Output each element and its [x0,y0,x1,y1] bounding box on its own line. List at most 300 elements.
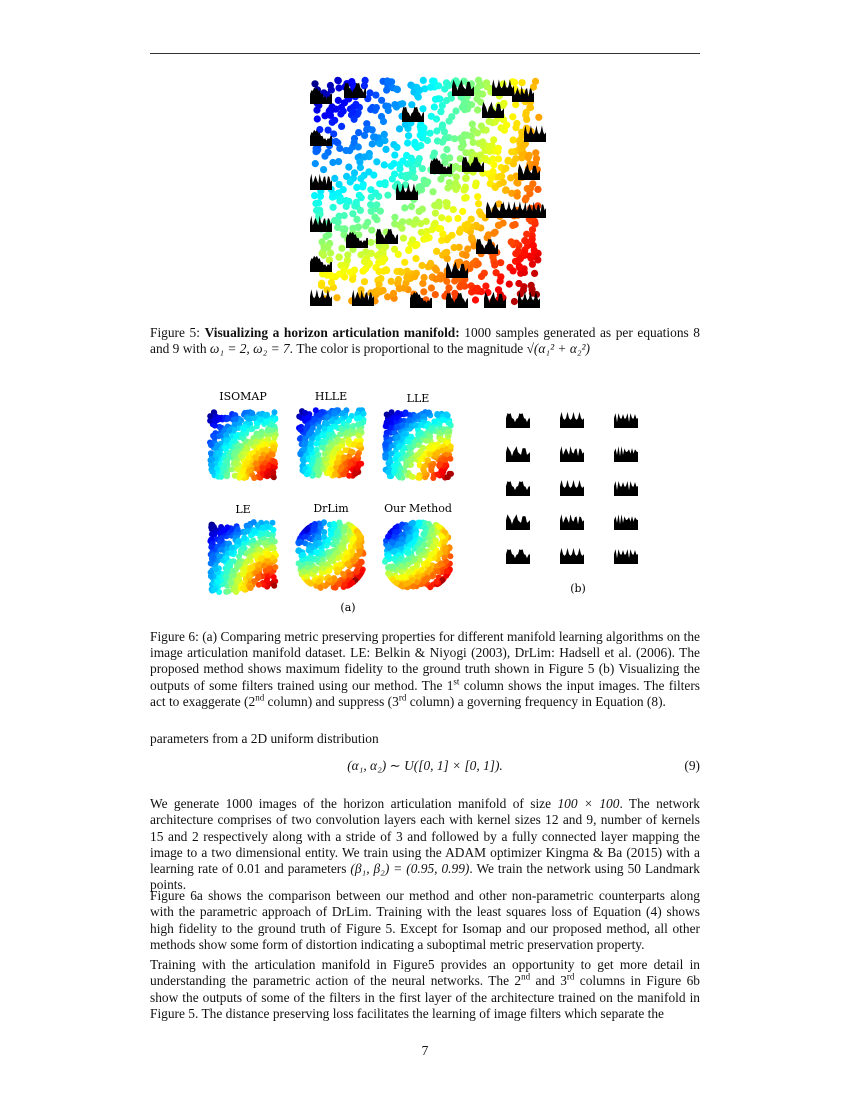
embedding-point [404,550,410,556]
scatter-point [443,278,450,285]
embedding-point [356,433,362,439]
embedding-point [434,412,440,418]
scatter-point [451,135,458,142]
scatter-point [437,176,444,183]
embedding-point [349,549,355,555]
scatter-point [478,211,485,218]
math: 100 × 100 [557,796,620,811]
embedding-panel [295,519,366,591]
scatter-point [534,186,541,193]
scatter-point [421,274,428,281]
embedding-point [392,456,398,462]
embedding-point [334,539,340,545]
scatter-point [412,255,419,262]
scatter-point [338,123,345,130]
superscript: nd [255,692,265,703]
embedding-point [208,442,214,448]
embedding-point [334,529,340,535]
embedding-point [361,411,367,417]
scatter-point [388,163,395,170]
embedding-point [443,545,449,551]
horizon-image [560,548,584,564]
embedding-point [418,422,424,428]
embedding-point [313,541,319,547]
embedding-point [408,434,414,440]
embedding-point [258,555,264,561]
page-number: 7 [421,1043,429,1058]
panel-title: LLE [406,392,430,405]
embedding-point [413,422,419,428]
scatter-point [463,252,470,259]
embedding-point [408,541,414,547]
scatter-point [361,278,368,285]
embedding-point [391,556,397,562]
scatter-point [337,197,344,204]
scatter-point [391,101,398,108]
embedding-point [262,540,268,546]
scatter-point [474,285,481,292]
scatter-point [491,262,498,269]
embedding-point [385,570,391,576]
scatter-point [328,103,335,110]
embedding-point [297,562,303,568]
scatter-point [313,207,320,214]
scatter-point [509,113,516,120]
scatter-point [401,259,408,266]
embedding-point [314,549,320,555]
horizon-image [502,201,524,218]
embedding-point [355,453,361,459]
scatter-point [512,250,519,257]
embedding-point [341,471,347,477]
embedding-point [334,567,340,573]
embedding-point [334,460,340,466]
scatter-point [323,286,330,293]
embedding-point [260,525,266,531]
scatter-point [384,293,391,300]
embedding-point [328,531,334,537]
scatter-point [369,140,376,147]
scatter-point [464,221,471,228]
embedding-point [351,558,357,564]
embedding-point [359,559,365,565]
embedding-point [269,422,275,428]
horizon-image [614,446,638,462]
text: Training with the articulation manifold in Figure5 provides an opportunity to get more detail in understanding the parametric action of the neural networks. The 2 [150,957,700,989]
embedding-point [439,533,445,539]
embedding-point [394,424,400,430]
scatter-point [523,231,530,238]
embedding-point [414,563,420,569]
embedding-point [212,418,218,424]
scatter-point [417,142,424,149]
embedding-point [417,557,423,563]
embedding-point [398,556,404,562]
embedding-point [341,528,347,534]
embedding-point [215,450,221,456]
scatter-point [353,199,360,206]
embedding-point [339,464,345,470]
caption-math: √(α₁² + α₂²) [526,341,590,357]
embedding-point [446,420,452,426]
scatter-point [419,105,426,112]
embedding-point [302,410,308,416]
embedding-point [249,410,255,416]
scatter-point [430,153,437,160]
scatter-point [385,107,392,114]
scatter-point [327,82,334,89]
scatter-point [325,231,332,238]
embedding-point [385,564,391,570]
scatter-point [478,122,485,129]
embedding-point [383,423,389,429]
embedding-point [259,531,265,537]
embedding-point [209,531,215,537]
scatter-point [469,121,476,128]
embedding-point [270,527,276,533]
embedding-point [409,474,415,480]
embedding-point [382,442,388,448]
scatter-point [396,125,403,132]
scatter-point [420,77,427,84]
scatter-point [420,236,427,243]
scatter-point [433,115,440,122]
embedding-point [392,468,398,474]
scatter-point [382,146,389,153]
embedding-point [337,561,343,567]
embedding-point [241,535,247,541]
scatter-point [419,165,426,172]
figure6a-embeddings [200,385,480,615]
embedding-point [208,450,214,456]
embedding-point [427,584,433,590]
embedding-point [251,475,257,481]
scatter-point [398,225,405,232]
caption-label: Figure 5: [150,325,200,340]
embedding-point [395,435,401,441]
scatter-point [437,225,444,232]
embedding-point [233,461,239,467]
embedding-point [234,563,240,569]
panel-title: Our Method [384,502,452,515]
embedding-point [315,579,321,585]
scatter-point [497,278,504,285]
scatter-point [384,192,391,199]
scatter-point [432,291,439,298]
embedding-point [249,564,255,570]
embedding-point [314,441,320,447]
embedding-point [239,431,245,437]
embedding-point [390,540,396,546]
embedding-point [406,569,412,575]
scatter-point [396,161,403,168]
embedding-point [438,469,444,475]
scatter-point [345,198,352,205]
scatter-point [448,113,455,120]
scatter-point [347,178,354,185]
text: . The network architecture comprises of two convolution layers each with kernel sizes 12 and 9, number of kernels 15 and 2 respectively along with a stride of 3 and followed by a fully connected layer mapping the image to a two dimensional entity. We train using the ADAM optimizer Kingma & Ba (2015) with a learning rate of 0.01 and parameters [150,796,700,877]
scatter-point [420,288,427,295]
scatter-point [494,148,501,155]
embedding-point [229,545,235,551]
embedding-point [345,438,351,444]
embedding-point [259,456,265,462]
scatter-point [378,97,385,104]
scatter-point [417,132,424,139]
embedding-point [421,578,427,584]
scatter-point [335,97,342,104]
scatter-point [381,131,388,138]
embedding-point [404,581,410,587]
embedding-point [271,583,277,589]
embedding-point [208,544,214,550]
embedding-point [263,413,269,419]
scatter-point [376,140,383,147]
embedding-point [347,460,353,466]
scatter-point [368,227,375,234]
scatter-point [512,221,519,228]
scatter-point [490,161,497,168]
scatter-point [413,84,420,91]
figure6b-filters [496,402,656,602]
embedding-point [443,559,449,565]
embedding-point [438,437,444,443]
scatter-point [519,79,526,86]
embedding-point [403,411,409,417]
embedding-point [433,579,439,585]
scatter-point [429,77,436,84]
scatter-point [512,101,519,108]
scatter-point [349,108,356,115]
embedding-point [339,546,345,552]
scatter-point [377,208,384,215]
paragraph-1: parameters from a 2D uniform distribution [150,731,379,746]
embedding-point [233,433,239,439]
embedding-point [340,571,346,577]
figure5-scatter [306,74,546,310]
scatter-point [332,138,339,145]
scatter-point [347,269,354,276]
embedding-point [247,554,253,560]
embedding-point [327,470,333,476]
embedding-point [250,426,256,432]
scatter-point [361,258,368,265]
scatter-point [312,200,319,207]
scatter-point [482,156,489,163]
embedding-point [321,426,327,432]
embedding-point [414,413,420,419]
embedding-point [315,462,321,468]
embedding-point [218,547,224,553]
embedding-point [416,574,422,580]
scatter-point [404,139,411,146]
embedding-point [346,473,352,479]
embedding-point [394,529,400,535]
embedding-point [246,572,252,578]
embedding-point [218,474,224,480]
superscript: rd [566,971,575,982]
embedding-point [224,458,230,464]
scatter-point [523,109,530,116]
scatter-point [443,79,450,86]
scatter-point [367,186,374,193]
embedding-point [270,452,276,458]
scatter-point [531,247,538,254]
embedding-point [329,418,335,424]
scatter-point [433,276,440,283]
scatter-point [400,235,407,242]
math: (β₁, β₂) = (0.95, 0.99) [350,861,470,877]
scatter-point [357,175,364,182]
scatter-point [439,121,446,128]
scatter-point [525,154,532,161]
scatter-point [446,179,453,186]
scatter-point [367,239,374,246]
embedding-point [221,464,227,470]
scatter-point [488,174,495,181]
scatter-point [331,175,338,182]
embedding-point [302,534,308,540]
scatter-point [344,251,351,258]
embedding-point [304,471,310,477]
scatter-point [495,155,502,162]
embedding-point [335,437,341,443]
scatter-point [424,178,431,185]
embedding-point [406,417,412,423]
scatter-point [353,184,360,191]
embedding-point [429,551,435,557]
scatter-point [508,148,515,155]
scatter-point [443,236,450,243]
embedding-point [232,421,238,427]
embedding-point [297,451,303,457]
scatter-point [456,283,463,290]
embedding-point [348,449,354,455]
embedding-point [231,558,237,564]
embedding-point [443,457,449,463]
scatter-point [516,263,523,270]
embedding-point [417,449,423,455]
scatter-point [324,244,331,251]
panel-title: ISOMAP [219,390,267,403]
embedding-point [427,451,433,457]
embedding-point [448,444,454,450]
embedding-point [301,569,307,575]
embedding-point [271,445,277,451]
embedding-point [418,547,424,553]
scatter-point [532,78,539,85]
scatter-point [462,175,469,182]
scatter-point [375,268,382,275]
scatter-point [475,260,482,267]
scatter-point [341,99,348,106]
embedding-point [223,574,229,580]
scatter-point [508,238,515,245]
paragraph-4 [150,957,700,1022]
embedding-point [272,459,278,465]
caption-text: column) and suppress (3 [264,693,399,709]
embedding-point [234,444,240,450]
embedding-point [343,447,349,453]
embedding-point [226,563,232,569]
scatter-point [311,80,318,87]
caption-text: column) a governing frequency in Equation (8). [406,693,666,709]
embedding-point [304,416,310,422]
scatter-point [473,180,480,187]
embedding-point [312,417,318,423]
embedding-point [272,409,278,415]
scatter-point [439,102,446,109]
embedding-point [426,410,432,416]
scatter-point [329,119,336,126]
embedding-point [429,463,435,469]
scatter-point [443,146,450,153]
scatter-point [490,230,497,237]
scatter-point [405,246,412,253]
embedding-point [445,474,451,480]
scatter-point [381,161,388,168]
scatter-point [373,201,380,208]
caption-text: . The color is proportional to the magnitude [289,341,524,357]
scatter-point [419,262,426,269]
scatter-point [414,92,421,99]
scatter-point [349,210,356,217]
embedding-point [395,410,401,416]
equation-body: (α₁, α₂) ∼ U([0, 1] × [0, 1]). [347,758,503,773]
embedding-point [304,526,310,532]
equation-9 [150,758,700,778]
embedding-point [251,519,257,525]
scatter-point [420,124,427,131]
embedding-point [264,418,270,424]
embedding-point [386,533,392,539]
superscript: rd [398,692,407,703]
scatter-point [336,145,343,152]
embedding-point [347,572,353,578]
embedding-point [231,427,237,433]
scatter-point [474,129,481,136]
scatter-point [531,270,538,277]
scatter-point [401,204,408,211]
horizon-image [560,514,584,530]
scatter-point [381,255,388,262]
scatter-point [351,169,358,176]
text: . We train the network using 50 Landmark points. [150,861,700,893]
embedding-point [344,423,350,429]
scatter-point [529,261,536,268]
embedding-point [297,539,303,545]
embedding-point [235,526,241,532]
embedding-point [217,553,223,559]
scatter-point [416,155,423,162]
embedding-point [425,457,431,463]
scatter-point [403,274,410,281]
embedding-point [415,475,421,481]
embedding-point [223,445,229,451]
embedding-point [240,467,246,473]
scatter-point [433,248,440,255]
embedding-point [396,444,402,450]
embedding-point [436,524,442,530]
embedding-point [398,564,404,570]
embedding-point [299,552,305,558]
scatter-point [532,149,539,156]
embedding-point [401,431,407,437]
embedding-point [211,434,217,440]
header-rule [150,53,700,54]
embedding-point [320,432,326,438]
scatter-point [507,174,514,181]
